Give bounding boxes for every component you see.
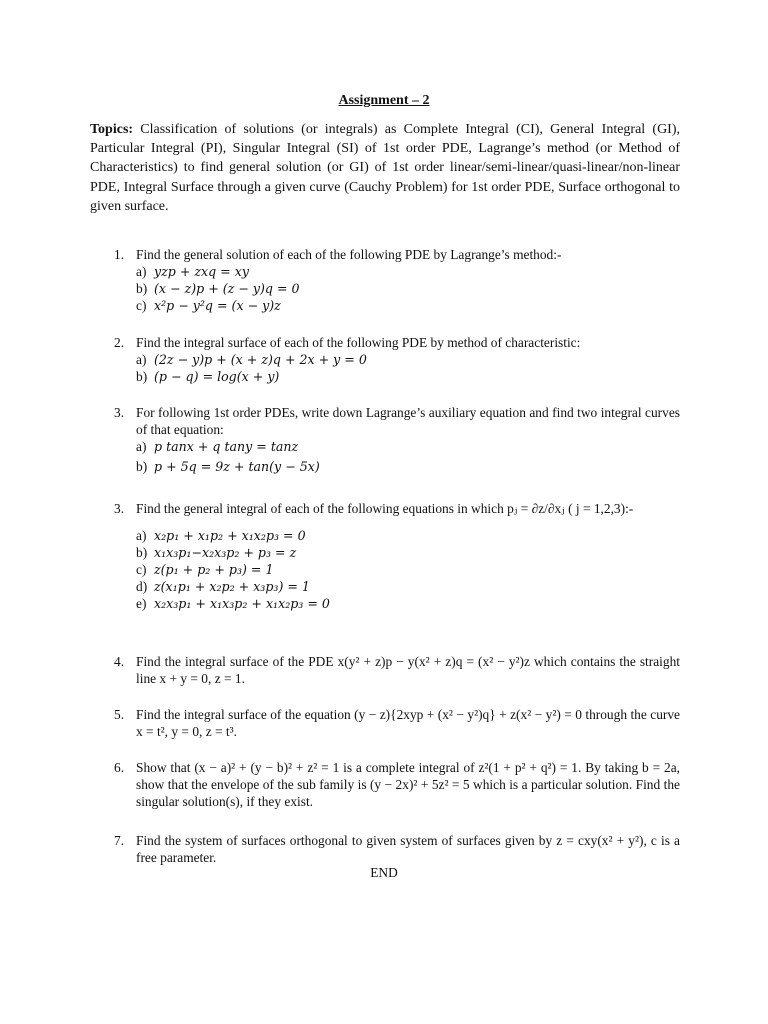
sub-item [136, 458, 680, 475]
sub-item-label: c) [136, 562, 147, 577]
question-5 [114, 706, 680, 740]
question-text: Show that (x − a)² + (y − b)² + z² = 1 is a complete integral of z²(1 + p² + q²) = 1. By taking b = 2a, show that the envelope of the sub family is (y − 2x)² + 5z² = 5 which is a particular solution. Find the singular solution(s), if they exist. [136, 760, 680, 809]
question-number: 4. [114, 654, 125, 669]
question-items [136, 351, 680, 385]
question-number: 1. [114, 247, 125, 262]
topics-text: Classification of solutions (or integrals) as Complete Integral (CI), General Integral (GI), Particular Integral (PI), Singular Integral (SI) of 1st order PDE, Lagrange’s method (or Method of Characteristics) to find general solution (or GI) of 1st order linear/semi-linear/quasi-linear/non-linear PDE, Integral Surface through a given curve (Cauchy Problem) for 1st order PDE, Surface orthogonal to given surface. [90, 122, 681, 214]
sub-item-label: a) [136, 439, 147, 454]
sub-item [136, 263, 680, 280]
question-number: 6. [114, 760, 125, 775]
question-6 [114, 759, 680, 810]
question-text: Find the integral surface of each of the following PDE by method of characteristic: [136, 335, 581, 350]
sub-item-expression: z(x₁p₁ + x₂p₂ + x₃p₃) = 1 [154, 579, 310, 594]
question-7 [114, 832, 680, 866]
sub-item [136, 297, 680, 314]
topics-label: Topics: [90, 122, 134, 137]
question-number: 7. [114, 833, 125, 848]
sub-item-label: b) [136, 369, 148, 384]
sub-item-label: b) [136, 281, 148, 296]
sub-item-expression: x₂x₃p₁ + x₁x₃p₂ + x₁x₂p₃ = 0 [154, 596, 330, 611]
sub-item [136, 561, 680, 578]
question-text: Find the integral surface of the equation (y − z){2xyp + (x² − y²)q} + z(x² − y²) = 0 through the curve x = t², y = 0, z = t³. [136, 707, 680, 739]
question-number: 3. [114, 501, 125, 516]
sub-item [136, 595, 680, 612]
end-marker: END [370, 865, 398, 880]
question-1 [114, 246, 680, 314]
sub-item-expression: x₁x₃p₁−x₂x₃p₂ + p₃ = z [154, 545, 297, 560]
sub-item-expression: (p − q) = log(x + y) [154, 369, 280, 384]
question-items [136, 263, 680, 314]
sub-item-expression: x²p − y²q = (x − y)z [154, 298, 281, 313]
question-number: 2. [114, 335, 125, 350]
topics-paragraph [90, 120, 680, 216]
question-text: Find the integral surface of the PDE x(y² + z)p − y(x² + z)q = (x² − y²)z which contains the straight line x + y = 0, z = 1. [136, 654, 680, 686]
sub-item-label: a) [136, 528, 147, 543]
question-3 [114, 404, 680, 475]
question-number: 5. [114, 707, 125, 722]
question-number: 3. [114, 405, 125, 420]
question-4 [114, 653, 680, 687]
sub-item-expression: p tanx + q tany = tanz [154, 439, 299, 454]
sub-item-expression: (2z − y)p + (x + z)q + 2x + y = 0 [154, 352, 367, 367]
sub-item [136, 527, 680, 544]
question-2 [114, 334, 680, 385]
sub-item [136, 368, 680, 385]
sub-item-label: a) [136, 352, 147, 367]
sub-item-label: e) [136, 596, 147, 611]
sub-item-expression: z(p₁ + p₂ + p₃) = 1 [154, 562, 274, 577]
sub-item [136, 280, 680, 297]
sub-item-expression: (x − z)p + (z − y)q = 0 [154, 281, 300, 296]
question-3b [114, 500, 680, 612]
sub-item-expression: x₂p₁ + x₁p₂ + x₁x₂p₃ = 0 [154, 528, 306, 543]
sub-item [136, 351, 680, 368]
sub-item-expression: yzp + zxq = xy [154, 264, 249, 279]
sub-item-label: b) [136, 459, 148, 474]
sub-item-label: c) [136, 298, 147, 313]
assignment-title: Assignment – 2 [338, 93, 430, 108]
sub-item-label: b) [136, 545, 148, 560]
sub-item-label: d) [136, 579, 148, 594]
question-text: Find the general solution of each of the following PDE by Lagrange’s method:- [136, 247, 562, 262]
question-items [136, 438, 680, 475]
question-text: For following 1st order PDEs, write down Lagrange’s auxiliary equation and find two integral curves of that equation: [136, 405, 680, 437]
sub-item [136, 544, 680, 561]
sub-item-expression: p + 5q = 9z + tan(y − 5x) [154, 459, 320, 474]
question-text: Find the system of surfaces orthogonal to given system of surfaces given by z = cxy(x² + y²), c is a free parameter. [136, 833, 680, 865]
sub-item-label: a) [136, 264, 147, 279]
question-items [136, 527, 680, 612]
sub-item [136, 438, 680, 458]
sub-item [136, 578, 680, 595]
question-text: Find the general integral of each of the following equations in which pⱼ = ∂z/∂xⱼ ( j = 1,2,3):- [136, 501, 634, 516]
